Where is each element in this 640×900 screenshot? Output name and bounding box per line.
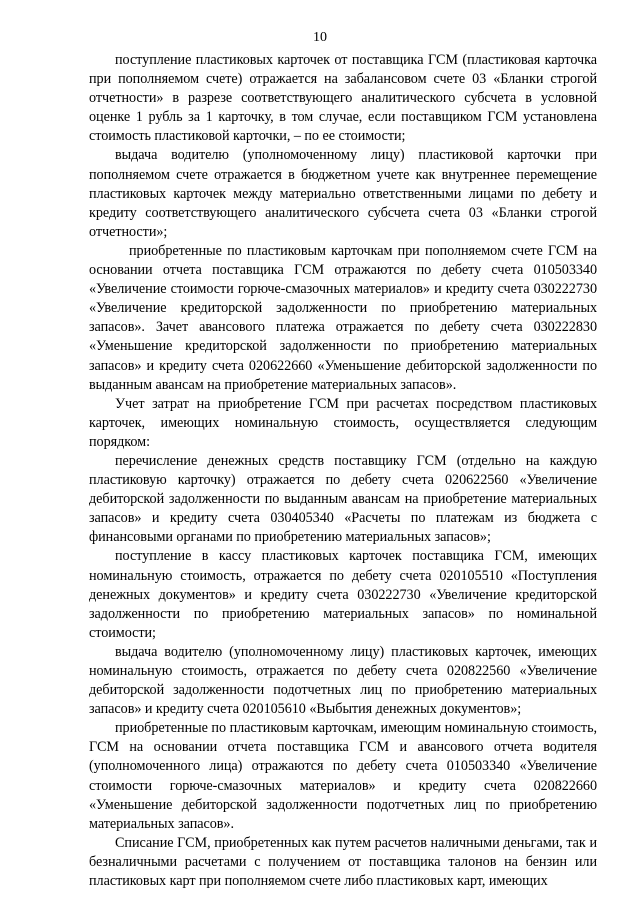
paragraph: Учет затрат на приобретение ГСМ при расчетах посредством пластиковых карточек, имеющих номинальную стоимость, осуществляется следующим порядком: xyxy=(89,395,597,450)
paragraph: перечисление денежных средств поставщику ГСМ (отдельно на каждую пластиковую карточку) отражается по дебету счета 020622560 «Увеличение дебиторской задолженности по выданным авансам на приобретение материальных запасов» и кредиту счета 030405340 «Расчеты по платежам из бюджета с финансовыми органами по приобретению материальных запасов»; xyxy=(89,452,597,546)
page-number: 10 xyxy=(313,30,327,45)
document-body xyxy=(89,51,597,891)
paragraph: приобретенные по пластиковым карточкам при пополняемом счете ГСМ на основании отчета поставщика ГСМ отражаются по дебету счета 010503340 «Увеличение стоимости горюче-смазочных материалов» и кредиту счета 030222730 «Увеличение кредиторской задолженности по приобретению материальных запасов». Зачет авансового платежа отражается по дебету счета 030222830 «Уменьшение кредиторской задолженности по приобретению материальных запасов» и кредиту счета 020622660 «Уменьшение дебиторской задолженности по выданным авансам на приобретение материальных запасов». xyxy=(89,242,597,393)
paragraph: приобретенные по пластиковым карточкам, имеющим номинальную стоимость, ГСМ на основании отчета поставщика ГСМ и авансового отчета водителя (уполномоченного лица) отражаются по дебету счета 010503340 «Увеличение стоимости горюче-смазочных материалов» и кредиту счета 020822660 «Уменьшение дебиторской задолженности подотчетных лиц по приобретению материальных запасов». xyxy=(89,720,597,832)
paragraph: выдача водителю (уполномоченному лицу) пластиковых карточек, имеющих номинальную стоимость, отражается по дебету счета 020822560 «Увеличение дебиторской задолженности подотчетных лиц по приобретению материальных запасов» и кредиту счета 020105610 «Выбытия денежных документов»; xyxy=(89,643,597,718)
paragraph: поступление пластиковых карточек от поставщика ГСМ (пластиковая карточка при пополняемом счете) отражается на забалансовом счете 03 «Бланки строгой отчетности» в разрезе соответствующего аналитического субсчета в условной оценке 1 рубль за 1 карточку, в том случае, если поставщиком ГСМ установлена стоимость пластиковой карточки, – по ее стоимости; xyxy=(89,52,597,145)
paragraph: поступление в кассу пластиковых карточек поставщика ГСМ, имеющих номинальную стоимость, отражается по дебету счета 020105510 «Поступления денежных документов» и кредиту счета 030222730 «Увеличение кредиторской задолженности по приобретению материальных запасов» по номинальной стоимости; xyxy=(89,548,597,641)
paragraph: выдача водителю (уполномоченному лицу) пластиковой карточки при пополняемом счете отражается в бюджетном учете как внутреннее перемещение пластиковых карточек между материально ответственными лицами по дебету и кредиту соответствующего аналитического субсчета счета 03 «Бланки строгой отчетности»; xyxy=(89,147,597,240)
paragraph: Списание ГСМ, приобретенных как путем расчетов наличными деньгами, так и безналичными расчетами с получением от поставщика талонов на бензин или пластиковых карт при пополняемом счете либо пластиковых карт, имеющих xyxy=(89,834,597,890)
